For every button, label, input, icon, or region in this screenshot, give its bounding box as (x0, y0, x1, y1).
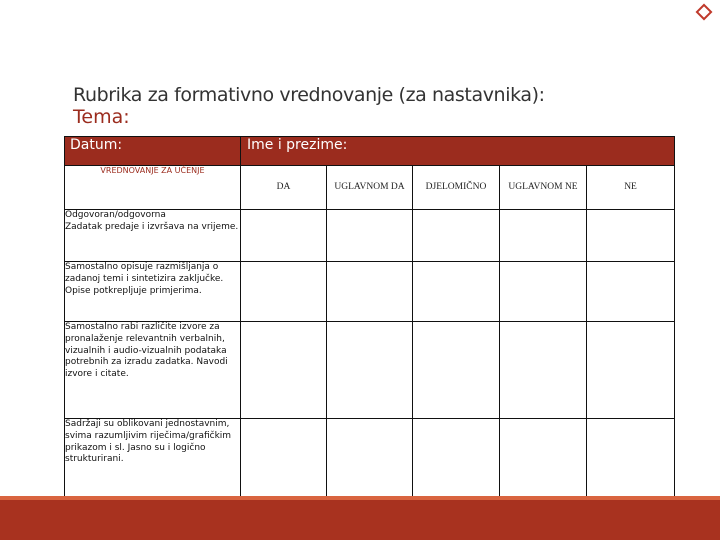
footer-bar (0, 500, 720, 540)
grade-cell-uglavnom-da[interactable] (327, 322, 413, 419)
grade-cell-uglavnom-da[interactable] (327, 262, 413, 322)
table-row (65, 322, 675, 419)
grade-cell-da[interactable] (241, 210, 327, 262)
grade-header-djelomicno: DJELOMIČNO (413, 166, 500, 210)
grade-cell-djelomicno[interactable] (413, 419, 500, 497)
header-row (65, 137, 675, 166)
date-field-label[interactable]: Datum: (65, 137, 241, 166)
grade-cell-da[interactable] (241, 419, 327, 497)
grade-header-uglavnom-ne: UGLAVNOM NE (500, 166, 587, 210)
grade-cell-uglavnom-ne[interactable] (500, 419, 587, 497)
table-row (65, 262, 675, 322)
criterion-cell: Samostalno rabi različite izvore za pronalaženje relevantnih verbalnih, vizualnih i audio-vizualnih podataka potrebnih za izradu zadatka. Navodi izvore i citate. (65, 322, 241, 419)
grade-cell-uglavnom-da[interactable] (327, 210, 413, 262)
grade-cell-da[interactable] (241, 322, 327, 419)
grade-cell-djelomicno[interactable] (413, 210, 500, 262)
criterion-cell: Samostalno opisuje razmišljanja o zadanoj temi i sintetizira zaključke. Opise potkrepljuje primjerima. (65, 262, 241, 322)
name-field-label[interactable]: Ime i prezime: (241, 137, 675, 166)
grade-header-ne: NE (587, 166, 675, 210)
grade-cell-uglavnom-ne[interactable] (500, 322, 587, 419)
assessment-column-label: VREDNOVANJE ZA UČENJE (65, 166, 241, 210)
grade-cell-djelomicno[interactable] (413, 262, 500, 322)
column-header-row (65, 166, 675, 210)
table-row (65, 419, 675, 497)
grade-header-da: DA (241, 166, 327, 210)
criterion-cell: Sadržaji su oblikovani jednostavnim, svima razumljivim riječima/grafičkim prikazom i sl. Jasno su i logično strukturirani. (65, 419, 241, 497)
criterion-cell: Odgovoran/odgovorna Zadatak predaje i izvršava na vrijeme. (65, 210, 241, 262)
grade-cell-ne[interactable] (587, 419, 675, 497)
page-title: Rubrika za formativno vrednovanje (za nastavnika): (73, 84, 545, 106)
grade-cell-ne[interactable] (587, 262, 675, 322)
grade-cell-da[interactable] (241, 262, 327, 322)
rubric-table (64, 136, 675, 497)
grade-cell-uglavnom-ne[interactable] (500, 210, 587, 262)
topic-label: Tema: (73, 106, 130, 128)
grade-cell-uglavnom-da[interactable] (327, 419, 413, 497)
grade-cell-uglavnom-ne[interactable] (500, 262, 587, 322)
corner-diamond-ornament (696, 4, 713, 21)
grade-cell-ne[interactable] (587, 210, 675, 262)
grade-cell-djelomicno[interactable] (413, 322, 500, 419)
table-row (65, 210, 675, 262)
grade-header-uglavnom-da: UGLAVNOM DA (327, 166, 413, 210)
grade-cell-ne[interactable] (587, 322, 675, 419)
